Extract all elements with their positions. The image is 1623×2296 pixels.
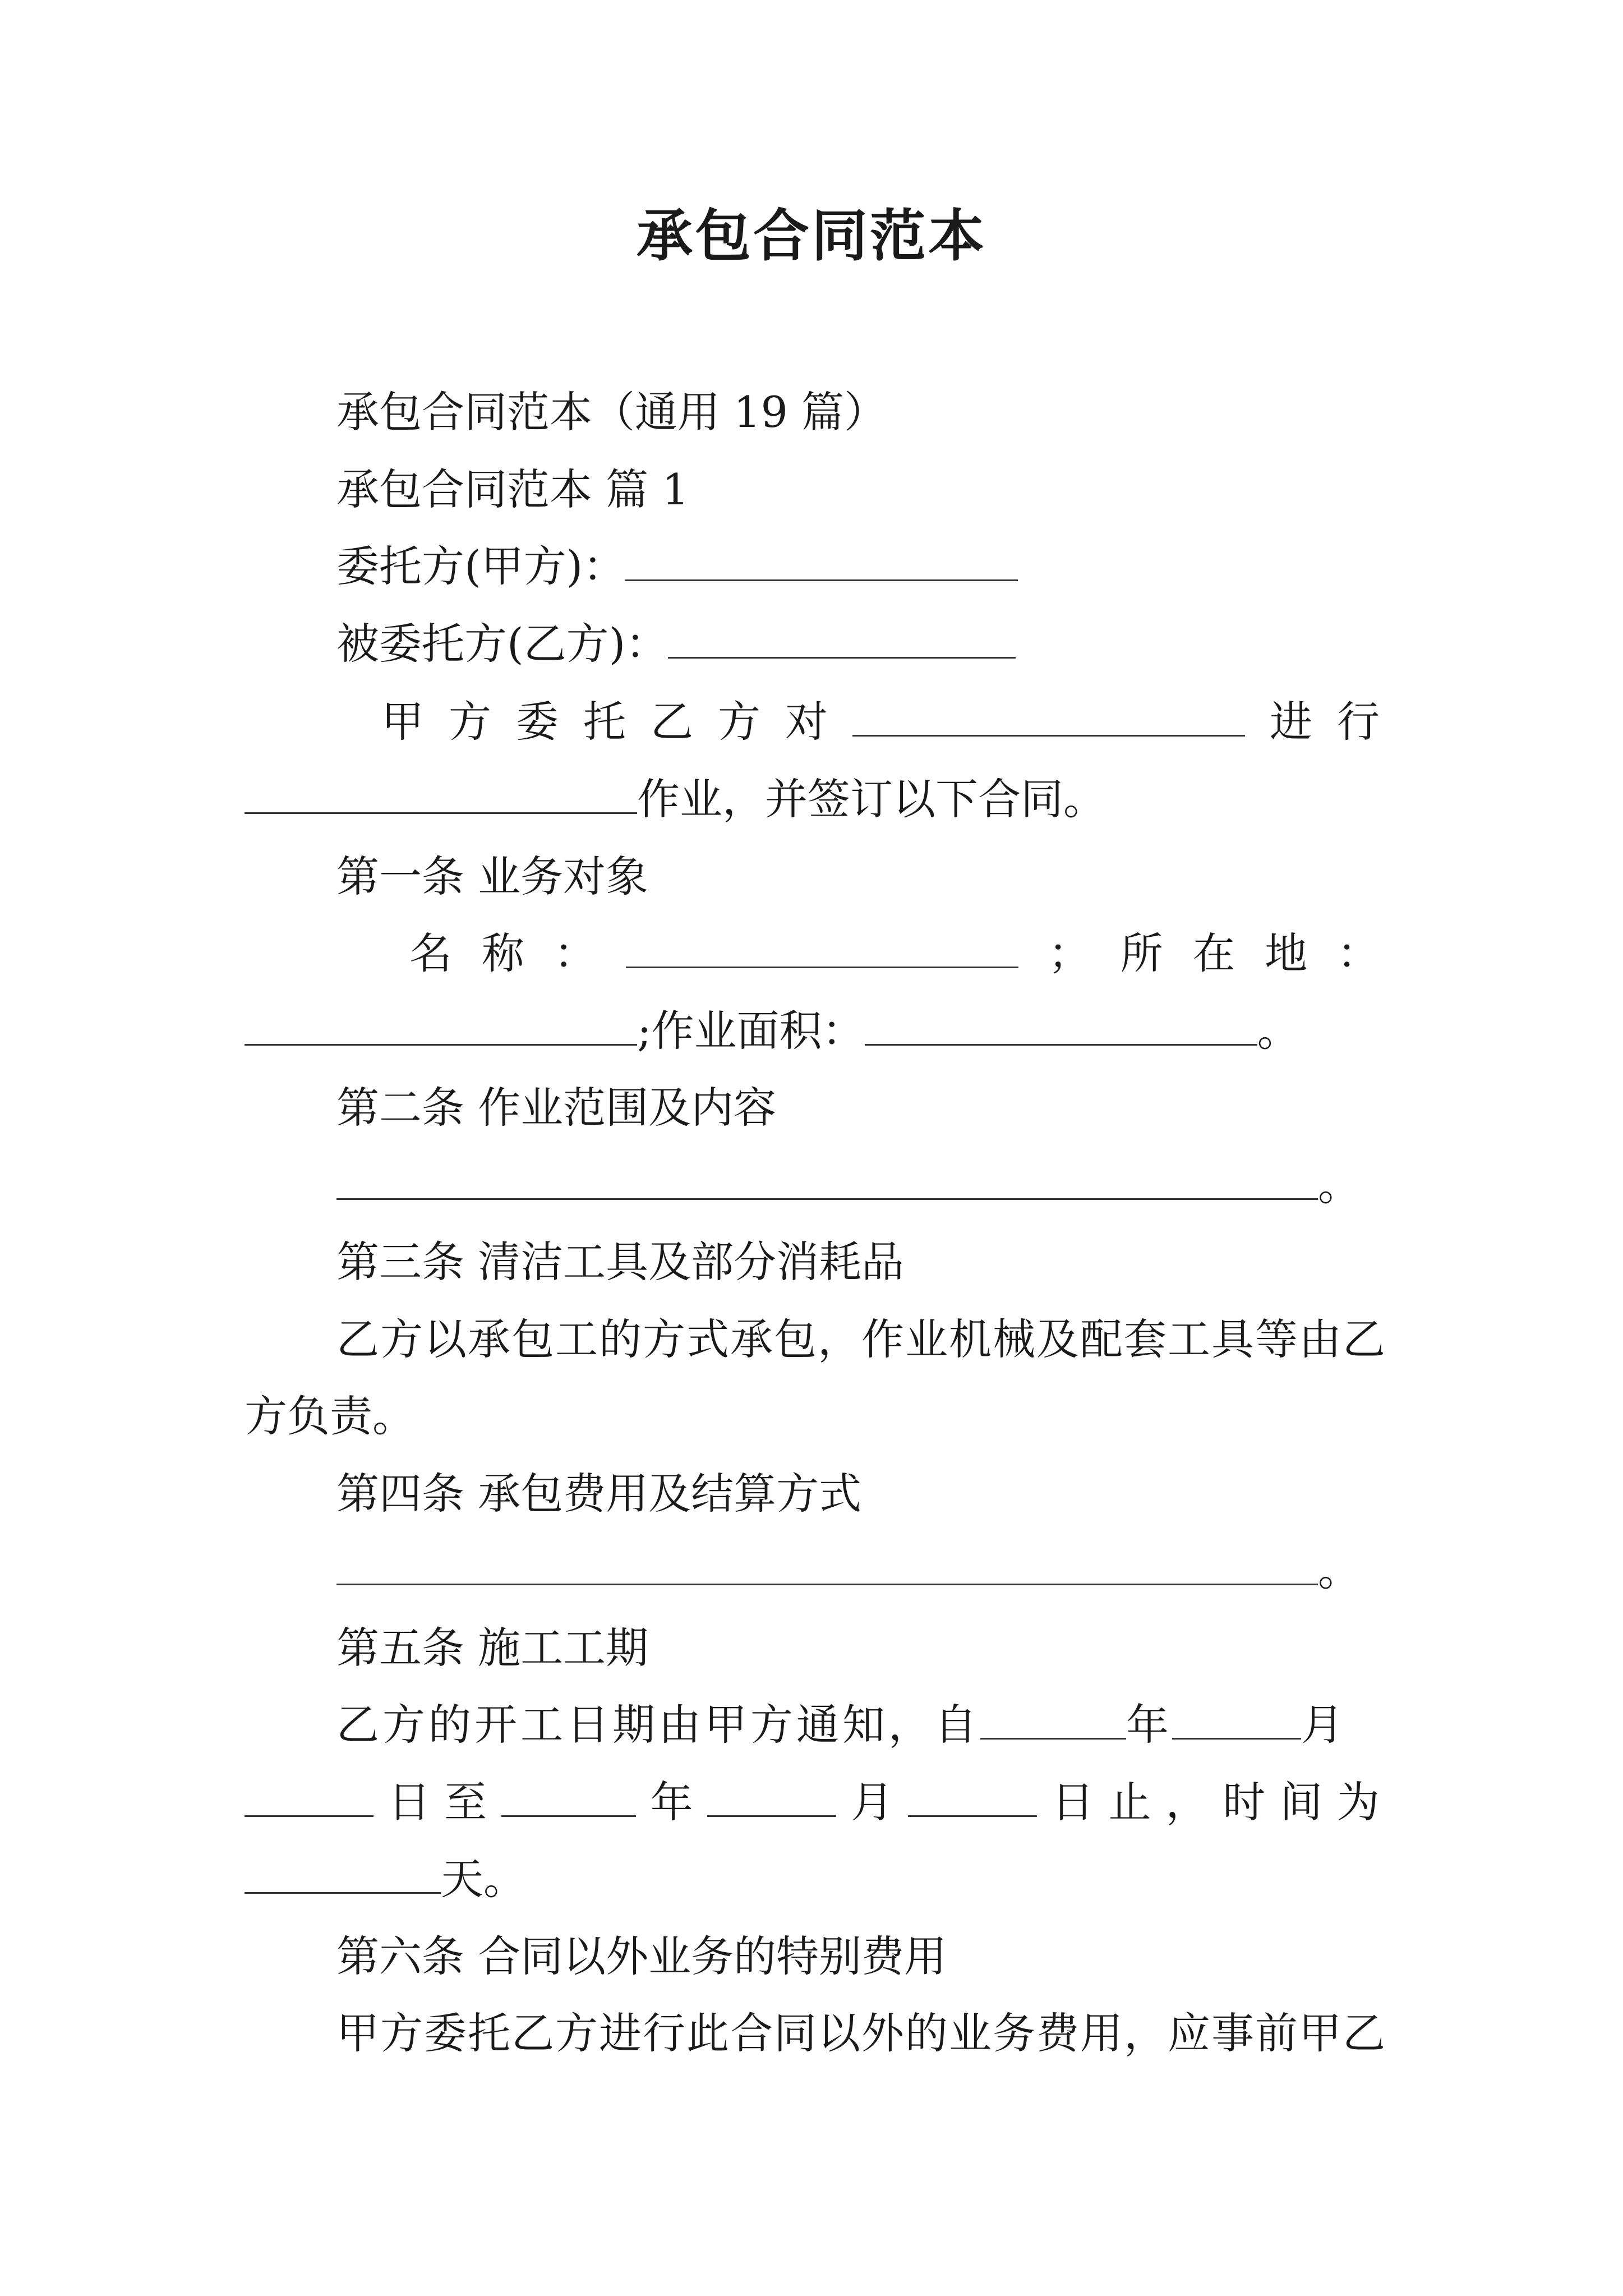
area-label: ;作业面积：	[637, 1006, 865, 1056]
intro-work-blank[interactable]	[245, 773, 637, 814]
article-5-heading: 第五条 施工工期	[336, 1623, 649, 1673]
article-1-heading: 第一条 业务对象	[336, 852, 649, 901]
tail-char: 止	[1108, 1777, 1151, 1827]
start-day-blank[interactable]	[245, 1776, 374, 1817]
intro-char: 进	[1270, 697, 1312, 747]
location-char: 在	[1192, 928, 1235, 978]
article-2-heading: 第二条 作业范围及内容	[336, 1083, 777, 1133]
start-year-blank[interactable]	[980, 1699, 1126, 1740]
intro-char: 对	[785, 697, 828, 747]
fee-blank[interactable]	[336, 1544, 1318, 1585]
location-char: 地	[1265, 928, 1308, 978]
name-char: 称	[481, 928, 524, 978]
location-char: ；	[1048, 928, 1091, 978]
article-5-line-3	[245, 1848, 526, 1910]
document-subtitle: 承包合同范本（通用 19 篇）	[336, 387, 887, 437]
tail-char: 间	[1280, 1777, 1323, 1827]
year-label: 年	[1126, 1700, 1172, 1750]
period: 。	[1318, 1545, 1361, 1595]
tail-char: 日	[1051, 1777, 1094, 1827]
start-month-blank[interactable]	[1172, 1699, 1301, 1740]
party-b-line	[336, 613, 1016, 675]
party-b-blank[interactable]	[668, 618, 1016, 659]
intro-char: 乙	[651, 697, 693, 747]
start-date-label: 乙方的开工日期由甲方通知，自	[336, 1700, 980, 1750]
area-blank[interactable]	[865, 1005, 1257, 1046]
article-6-body-1: 甲方委托乙方进行此合同以外的业务费用，应事前甲乙	[336, 2008, 1386, 2058]
end-month-blank[interactable]	[707, 1776, 836, 1817]
tail-char: 为	[1336, 1777, 1380, 1827]
end-year-blank[interactable]	[501, 1776, 636, 1817]
intro-char: 甲	[381, 697, 424, 747]
intro-char: 方	[718, 697, 760, 747]
document-title: 承包合同范本	[637, 203, 986, 269]
location-blank[interactable]	[245, 1005, 637, 1046]
tail-char: 时	[1223, 1777, 1266, 1827]
end-day-blank[interactable]	[908, 1776, 1037, 1817]
period: 。	[1257, 1006, 1300, 1056]
days-label: 天。	[441, 1854, 526, 1904]
intro-char: 委	[516, 697, 559, 747]
name-char: ：	[554, 928, 597, 978]
work-scope-blank[interactable]	[336, 1159, 1318, 1200]
article-4-content-line	[336, 1540, 1361, 1602]
article-1-line-2	[245, 1000, 1300, 1062]
duration-days-blank[interactable]	[245, 1853, 441, 1894]
intro-line-2	[245, 769, 1106, 830]
article-3-body-2: 方负责。	[245, 1391, 415, 1441]
article-1-line-1	[409, 923, 1380, 984]
party-a-label: 委托方(甲方)：	[336, 541, 626, 591]
intro-char: 托	[583, 697, 626, 747]
article-6-heading: 第六条 合同以外业务的特别费用	[336, 1931, 947, 1981]
tail-char: ，	[1165, 1777, 1209, 1827]
party-b-label: 被委托方(乙方)：	[336, 619, 668, 669]
location-char: ：	[1337, 928, 1380, 978]
article-2-content-line	[336, 1154, 1361, 1216]
object-name-blank[interactable]	[626, 927, 1018, 968]
month-label: 月	[851, 1777, 894, 1827]
month-label: 月	[1301, 1700, 1347, 1750]
article-3-heading: 第三条 清洁工具及部分消耗品	[336, 1237, 905, 1287]
day-to-label: 日 至	[388, 1777, 487, 1827]
article-5-line-1	[336, 1694, 1347, 1756]
name-char: 名	[409, 928, 452, 978]
location-char: 所	[1120, 928, 1163, 978]
article-3-body-1: 乙方以承包工的方式承包，作业机械及配套工具等由乙	[336, 1314, 1386, 1364]
party-a-blank[interactable]	[625, 540, 1018, 581]
party-a-line	[336, 536, 1018, 597]
article-5-line-2	[245, 1772, 1380, 1833]
section-heading: 承包合同范本 篇 1	[336, 464, 689, 514]
intro-object-blank[interactable]	[852, 696, 1245, 737]
year-label: 年	[650, 1777, 693, 1827]
intro-char: 行	[1337, 697, 1380, 747]
period: 。	[1318, 1160, 1361, 1210]
intro-line-1	[381, 691, 1380, 753]
intro-line-2-text: 作业，并签订以下合同。	[637, 774, 1106, 824]
intro-char: 方	[449, 697, 491, 747]
article-4-heading: 第四条 承包费用及结算方式	[336, 1469, 862, 1519]
